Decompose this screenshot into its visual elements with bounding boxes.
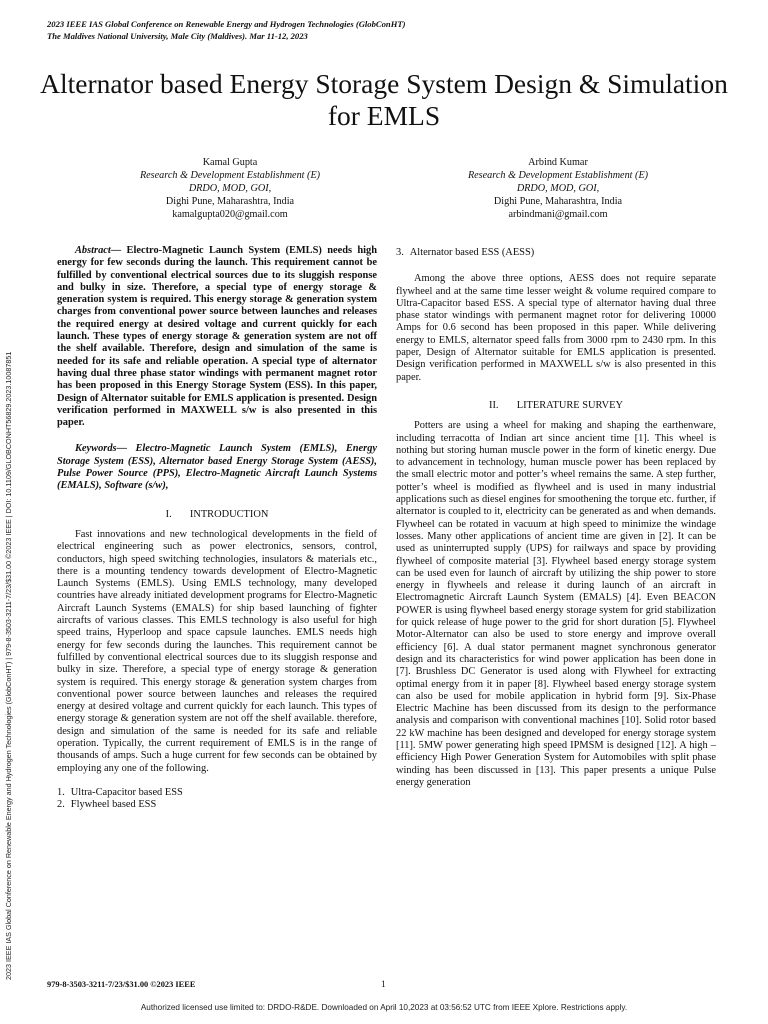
list-item: 3. Alternator based ESS (AESS) <box>396 247 535 258</box>
literature-paragraph: Potters are using a wheel for making and shaping the earthenware, including terracotta of Indian art since ancient time [1]. This wheel is nothing but storing human muscle power in the form of kinetic energy. Due to advancement in technology, human muscle power has been replaced by the small electric motor and potter’s wheel remains the same. A step further, potter’s wheel is modified as flywheel and is used in many industrial applications such as diesel engines for smoothening the torque etc. further, if alternator is coupled to it, electricity can be generated as and when demands. Flywheel can be rotated in vacuum at high speed to minimize the windage losses. Many other applications of ancient time are given in [2]. It can be used as uninterrupted supply (UPS) for railways and space by providing flywheel of composite material [3]. Flywheel based energy storage system can be used even for launch of aircraft by utilizing the ship power to store energy in flywheels and release it during launch of an aircraft in Electromagnetic Aircraft Launch System (EMALS) [4]. Even BEACON POWER is using flywheel based energy storage system for grid stabilization for quick release of huge power to the grid for short duration [5]. Flywheel Motor-Alternator can also be used to store energy and improve overall efficiency [6]. A dual stator permanent magnet synchronous generator design and its characteristics for wind power application has been done in [7]. Brushless DC Generator is used along with Flywheel for extracting optimal energy from it in paper [8]. Flywheel based energy storage system can also be used for mobile application in hybrid form [9]. Six-Phase Electric Machine has been discussed from its design to the performance analysis and comparison with conventional machines [10]. Solid rotor based 22 kW machine has been designed and developed for energy storage system [11]. 5MW power generating high speed IPMSM is designed [12]. A high – efficiency High Power Generation System for Automobiles with split phase winding has been discussed in [13]. This paper presents a unique Pulse energy generation <box>396 420 716 788</box>
conference-header <box>47 18 406 42</box>
author-location: Dighi Pune, Maharashtra, India <box>493 196 623 207</box>
author-location: Dighi Pune, Maharashtra, India <box>165 196 295 207</box>
conference-venue: The Maldives National University, Male City (Maldives). Mar 11-12, 2023 <box>47 31 308 41</box>
ess-options-list <box>57 787 377 812</box>
conference-name: 2023 IEEE IAS Global Conference on Renewable Energy and Hydrogen Technologies (GlobConHT) <box>47 19 406 29</box>
section-heading-introduction: I. INTRODUCTION <box>165 508 269 520</box>
license-notice: Authorized licensed use limited to: DRDO-R&DE. Downloaded on April 10,2023 at 03:56:52 UTC from IEEE Xplore. Restrictions apply. <box>140 1003 628 1012</box>
author-email[interactable]: arbindmani@gmail.com <box>508 209 608 220</box>
section-heading-literature: II. LITERATURE SURVEY <box>489 399 623 411</box>
author-affiliation: Research & Development Establishment (E) <box>467 170 649 181</box>
author-email[interactable]: kamalgupta020@gmail.com <box>172 209 288 220</box>
paper-title: Alternator based Energy Storage System Design & Simulation for EMLS <box>40 68 728 131</box>
author-org: DRDO, MOD, GOI, <box>516 183 600 194</box>
ess-options-list-cont <box>396 247 716 259</box>
author-block-2 <box>428 156 688 221</box>
author-org: DRDO, MOD, GOI, <box>188 183 272 194</box>
author-affiliation: Research & Development Establishment (E) <box>139 170 321 181</box>
abstract <box>57 245 377 429</box>
abstract-text: Electro-Magnetic Launch System (EMLS) needs high energy for few seconds during the launch. This requirement cannot be fulfilled by conventional electrical sources due to its sluggish response and bulky in size. Therefore, a special type of energy storage & generation system is required. This energy storage & generation system charges from conventional power source between launches and releases the required energy at desired voltage and current quickly for each launch. These types of energy storage & generation system are not off the shelf available. Therefore, design and simulation of the same is needed for its safe and reliable operation. A special type of alternator having dual three phase stator windings with permanent magnet rotor has been proposed in this Energy Storage System (ESS). In this paper, Design of Alternator suitable for EMLS application is presented. Design verification performed in MAXWELL s/w is also presented in this paper. <box>57 245 377 429</box>
aess-paragraph: Among the above three options, AESS does not require separate flywheel and at the same time lesser weight & volume required compare to Ultra-Capacitor based ESS. A special type of alternator having dual three phase stator windings with permanent magnet rotor for delivering 10000 Amps for 0.6 second has been proposed in this paper. While delivering energy to EMLS, alternator speed falls from 3000 rpm to 2430 rpm. In this paper, Design of Alternator suitable for EMLS application is presented. Design verification performed in MAXWELL s/w is also presented in this paper. <box>396 273 716 383</box>
left-column <box>57 245 377 811</box>
keywords-lead: Keywords— <box>75 443 127 455</box>
page-number: 1 <box>381 980 386 990</box>
footer-isbn: 979-8-3503-3211-7/23/$31.00 ©2023 IEEE <box>47 980 196 989</box>
keywords <box>57 443 377 492</box>
introduction-paragraph: Fast innovations and new technological developments in the field of electrical engineering such as power electronics, sensors, control, conductors, high speed switching technologies, insulators & materials etc., there is a mounting tendency towards development of Electro-Magnetic Launch Systems (EMLS). Using EMLS technology, many developed countries have already initiated development programs for Electro-Magnetic Aircraft Launch Systems (EMALS) for ship based launching of fighter aircrafts of various classes. This EMLS technology is also useful for high speed trains, Hyperloop and space capsule launches. EMLS needs high energy for few seconds during the launches. This requirement cannot be fulfilled by conventional electrical sources due to its sluggish response and bulky in size. Therefore, a special type of energy storage & generation system is required. This energy storage & generation system charges from conventional power source between launches and releases the required energy at desired voltage and current quickly for each launch. This types of energy storage & generation system are not off the shelf available. therefore, design and simulation of the same is needed for its safe and reliable operation. Typically, the current requirement of EMLS is in the range of thousands of amps. Such a huge current for few seconds can be obtained by employing any one of the following. <box>57 528 377 774</box>
author-name: Arbind Kumar <box>528 157 588 168</box>
abstract-lead: Abstract— <box>75 245 122 256</box>
doi-sidebar: 2023 IEEE IAS Global Conference on Renewable Energy and Hydrogen Technologies (GlobConHT) | 979-8-3503-3211-7/23/$31.00 ©2023 IEEE | DOI: 10.1109/GLOBCONHT56829.2023.10087851 <box>4 351 13 980</box>
keywords-text: Electro-Magnetic Launch System (EMLS), Energy Storage System (ESS), Alternator based Energy Storage System (AESS), Pulse Power Source (PPS), Electro-Magnetic Aircraft Launch Systems (EMALS), Software (s/w), <box>57 443 377 492</box>
right-column <box>396 245 716 789</box>
list-item: 2. Flywheel based ESS <box>57 799 157 811</box>
author-block-1 <box>100 156 360 221</box>
author-name: Kamal Gupta <box>202 157 258 168</box>
list-item: 1. Ultra-Capacitor based ESS <box>57 786 183 798</box>
